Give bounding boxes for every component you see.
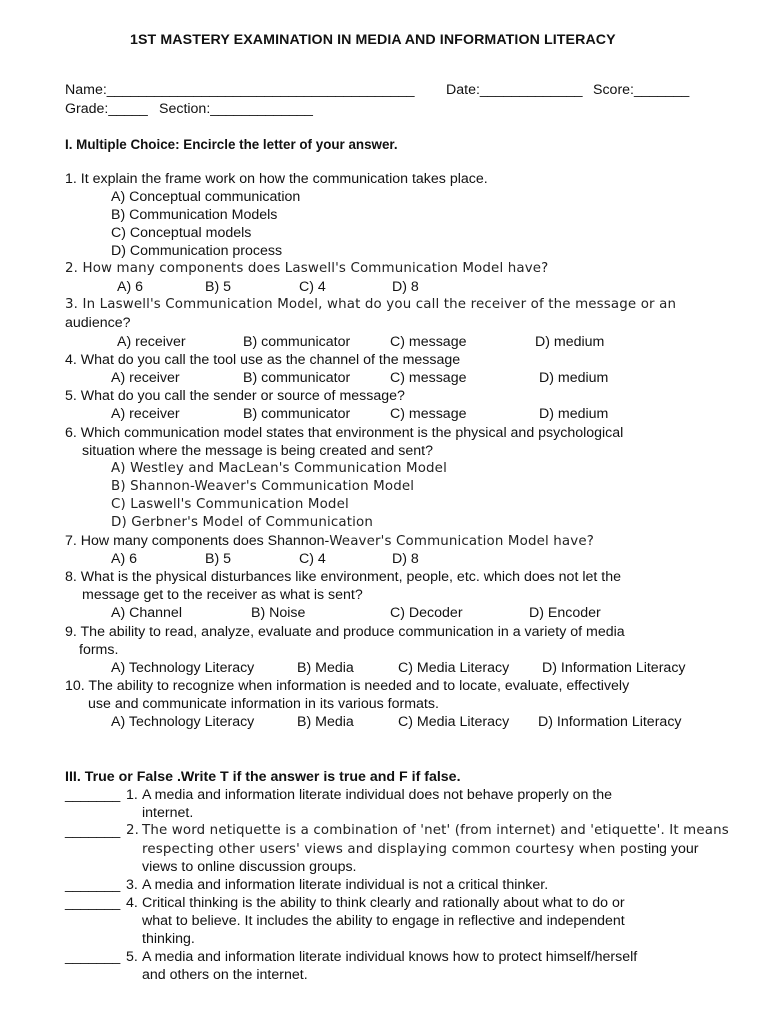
tf-5-blank: _______ bbox=[65, 949, 121, 965]
q6-option-b: B) Shannon-Weaver's Communication Model bbox=[111, 479, 415, 494]
grade-field: Grade:_____ bbox=[65, 101, 148, 117]
q9-option-a: A) Technology Literacy bbox=[111, 660, 255, 676]
q9-option-d: D) Information Literacy bbox=[542, 660, 686, 676]
q1-option-d: D) Communication process bbox=[111, 243, 283, 259]
question-3-cont: audience? bbox=[65, 315, 131, 331]
q7-option-c: C) 4 bbox=[299, 551, 326, 567]
question-9: 9. The ability to read, analyze, evaluate and produce communication in a variety of media bbox=[65, 624, 625, 640]
q1-option-b: B) Communication Models bbox=[111, 207, 278, 223]
q8-option-b: B) Noise bbox=[251, 605, 306, 621]
q5-option-c: C) message bbox=[390, 406, 467, 422]
tf-4-text-cont-2: thinking. bbox=[142, 931, 195, 947]
q8-option-d: D) Encoder bbox=[529, 605, 601, 621]
question-7-part1: 7. How many components does Shannon- bbox=[65, 533, 330, 549]
q10-option-a: A) Technology Literacy bbox=[111, 714, 255, 730]
tf-1-text-cont: internet. bbox=[142, 805, 194, 821]
question-8-cont: message get to the receiver as what is sent? bbox=[82, 587, 363, 603]
tf-5-number: 5. bbox=[126, 949, 138, 965]
q6-option-c: C) Laswell's Communication Model bbox=[111, 497, 349, 512]
q5-option-a: A) receiver bbox=[111, 406, 180, 422]
question-7 bbox=[65, 532, 594, 551]
q9-option-b: B) Media bbox=[297, 660, 354, 676]
score-field: Score:_______ bbox=[593, 82, 690, 98]
question-2: 2. How many components does Laswell's Communication Model have? bbox=[65, 261, 549, 276]
q8-option-c: C) Decoder bbox=[390, 605, 463, 621]
exam-title: 1ST MASTERY EXAMINATION IN MEDIA AND INFORMATION LITERACY bbox=[130, 32, 616, 48]
section-field: Section:_____________ bbox=[159, 101, 313, 117]
tf-4-text-cont: what to believe. It includes the ability to engage in reflective and independent bbox=[142, 913, 625, 929]
q9-option-c: C) Media Literacy bbox=[398, 660, 510, 676]
question-6-cont: situation where the message is being created and sent? bbox=[82, 443, 433, 459]
q3-option-c: C) message bbox=[390, 334, 467, 350]
question-7-part2: Weaver's Communication Model have? bbox=[329, 534, 595, 549]
q2-option-b: B) 5 bbox=[205, 279, 232, 295]
question-4: 4. What do you call the tool use as the channel of the message bbox=[65, 352, 461, 368]
tf-3-text: A media and information literate individual is not a critical thinker. bbox=[142, 877, 549, 893]
tf-5-text: A media and information literate individual knows how to protect himself/herself bbox=[142, 949, 638, 965]
date-field: Date:_____________ bbox=[446, 82, 583, 98]
tf-2-blank: _______ bbox=[65, 823, 121, 839]
q10-option-c: C) Media Literacy bbox=[398, 714, 510, 730]
q8-option-a: A) Channel bbox=[111, 605, 182, 621]
tf-2-text-cont bbox=[142, 840, 698, 859]
q1-option-c: C) Conceptual models bbox=[111, 225, 252, 241]
tf-1-text: A media and information literate individual does not behave properly on the bbox=[142, 787, 613, 803]
tf-4-number: 4. bbox=[126, 895, 138, 911]
q3-option-d: D) medium bbox=[535, 334, 605, 350]
name-field: Name:_______________________________________ bbox=[65, 82, 415, 98]
tf-2-text-cont-a: respecting other users' views and displaying common courtesy when pos bbox=[142, 842, 645, 857]
tf-1-number: 1. bbox=[126, 787, 138, 803]
q4-option-b: B) communicator bbox=[243, 370, 351, 386]
q6-option-a: A) Westley and MacLean's Communication Model bbox=[111, 461, 447, 476]
question-5: 5. What do you call the sender or source of message? bbox=[65, 388, 405, 404]
q4-option-a: A) receiver bbox=[111, 370, 180, 386]
tf-1-blank: _______ bbox=[65, 787, 121, 803]
tf-2-text-cont-2: views to online discussion groups. bbox=[142, 859, 357, 875]
question-3: 3. In Laswell's Communication Model, what do you call the receiver of the message or an bbox=[65, 297, 677, 312]
tf-2-text-cont-b: ting your bbox=[644, 841, 699, 857]
tf-4-text: Critical thinking is the ability to think clearly and rationally about what to do or bbox=[142, 895, 625, 911]
q2-option-c: C) 4 bbox=[299, 279, 326, 295]
q10-option-d: D) Information Literacy bbox=[538, 714, 682, 730]
q5-option-b: B) communicator bbox=[243, 406, 351, 422]
tf-2-text: The word netiquette is a combination of 'net' (from internet) and 'etiquette'. It means bbox=[142, 823, 729, 838]
q4-option-c: C) message bbox=[390, 370, 467, 386]
tf-4-blank: _______ bbox=[65, 895, 121, 911]
q10-option-b: B) Media bbox=[297, 714, 354, 730]
question-10: 10. The ability to recognize when information is needed and to locate, evaluate, effectively bbox=[65, 678, 630, 694]
q7-option-a: A) 6 bbox=[111, 551, 138, 567]
tf-3-number: 3. bbox=[126, 877, 138, 893]
q3-option-a: A) receiver bbox=[117, 334, 186, 350]
q7-option-b: B) 5 bbox=[205, 551, 232, 567]
q6-option-d: D) Gerbner's Model of Communication bbox=[111, 515, 373, 530]
q5-option-d: D) medium bbox=[539, 406, 609, 422]
q3-option-b: B) communicator bbox=[243, 334, 351, 350]
q2-option-a: A) 6 bbox=[117, 279, 144, 295]
tf-3-blank: _______ bbox=[65, 877, 121, 893]
q7-option-d: D) 8 bbox=[392, 551, 419, 567]
q1-option-a: A) Conceptual communication bbox=[111, 189, 301, 205]
q4-option-d: D) medium bbox=[539, 370, 609, 386]
question-1: 1. It explain the frame work on how the communication takes place. bbox=[65, 171, 488, 187]
question-9-cont: forms. bbox=[79, 642, 119, 658]
tf-5-text-cont: and others on the internet. bbox=[142, 967, 308, 983]
question-8: 8. What is the physical disturbances like environment, people, etc. which does not let the bbox=[65, 569, 621, 585]
part1-heading: I. Multiple Choice: Encircle the letter of your answer. bbox=[65, 137, 398, 152]
tf-2-number: 2. bbox=[126, 823, 140, 838]
question-10-cont: use and communicate information in its various formats. bbox=[88, 696, 439, 712]
question-6: 6. Which communication model states that environment is the physical and psychological bbox=[65, 425, 624, 441]
q2-option-d: D) 8 bbox=[392, 279, 419, 295]
part3-heading: III. True or False .Write T if the answer is true and F if false. bbox=[65, 769, 461, 785]
